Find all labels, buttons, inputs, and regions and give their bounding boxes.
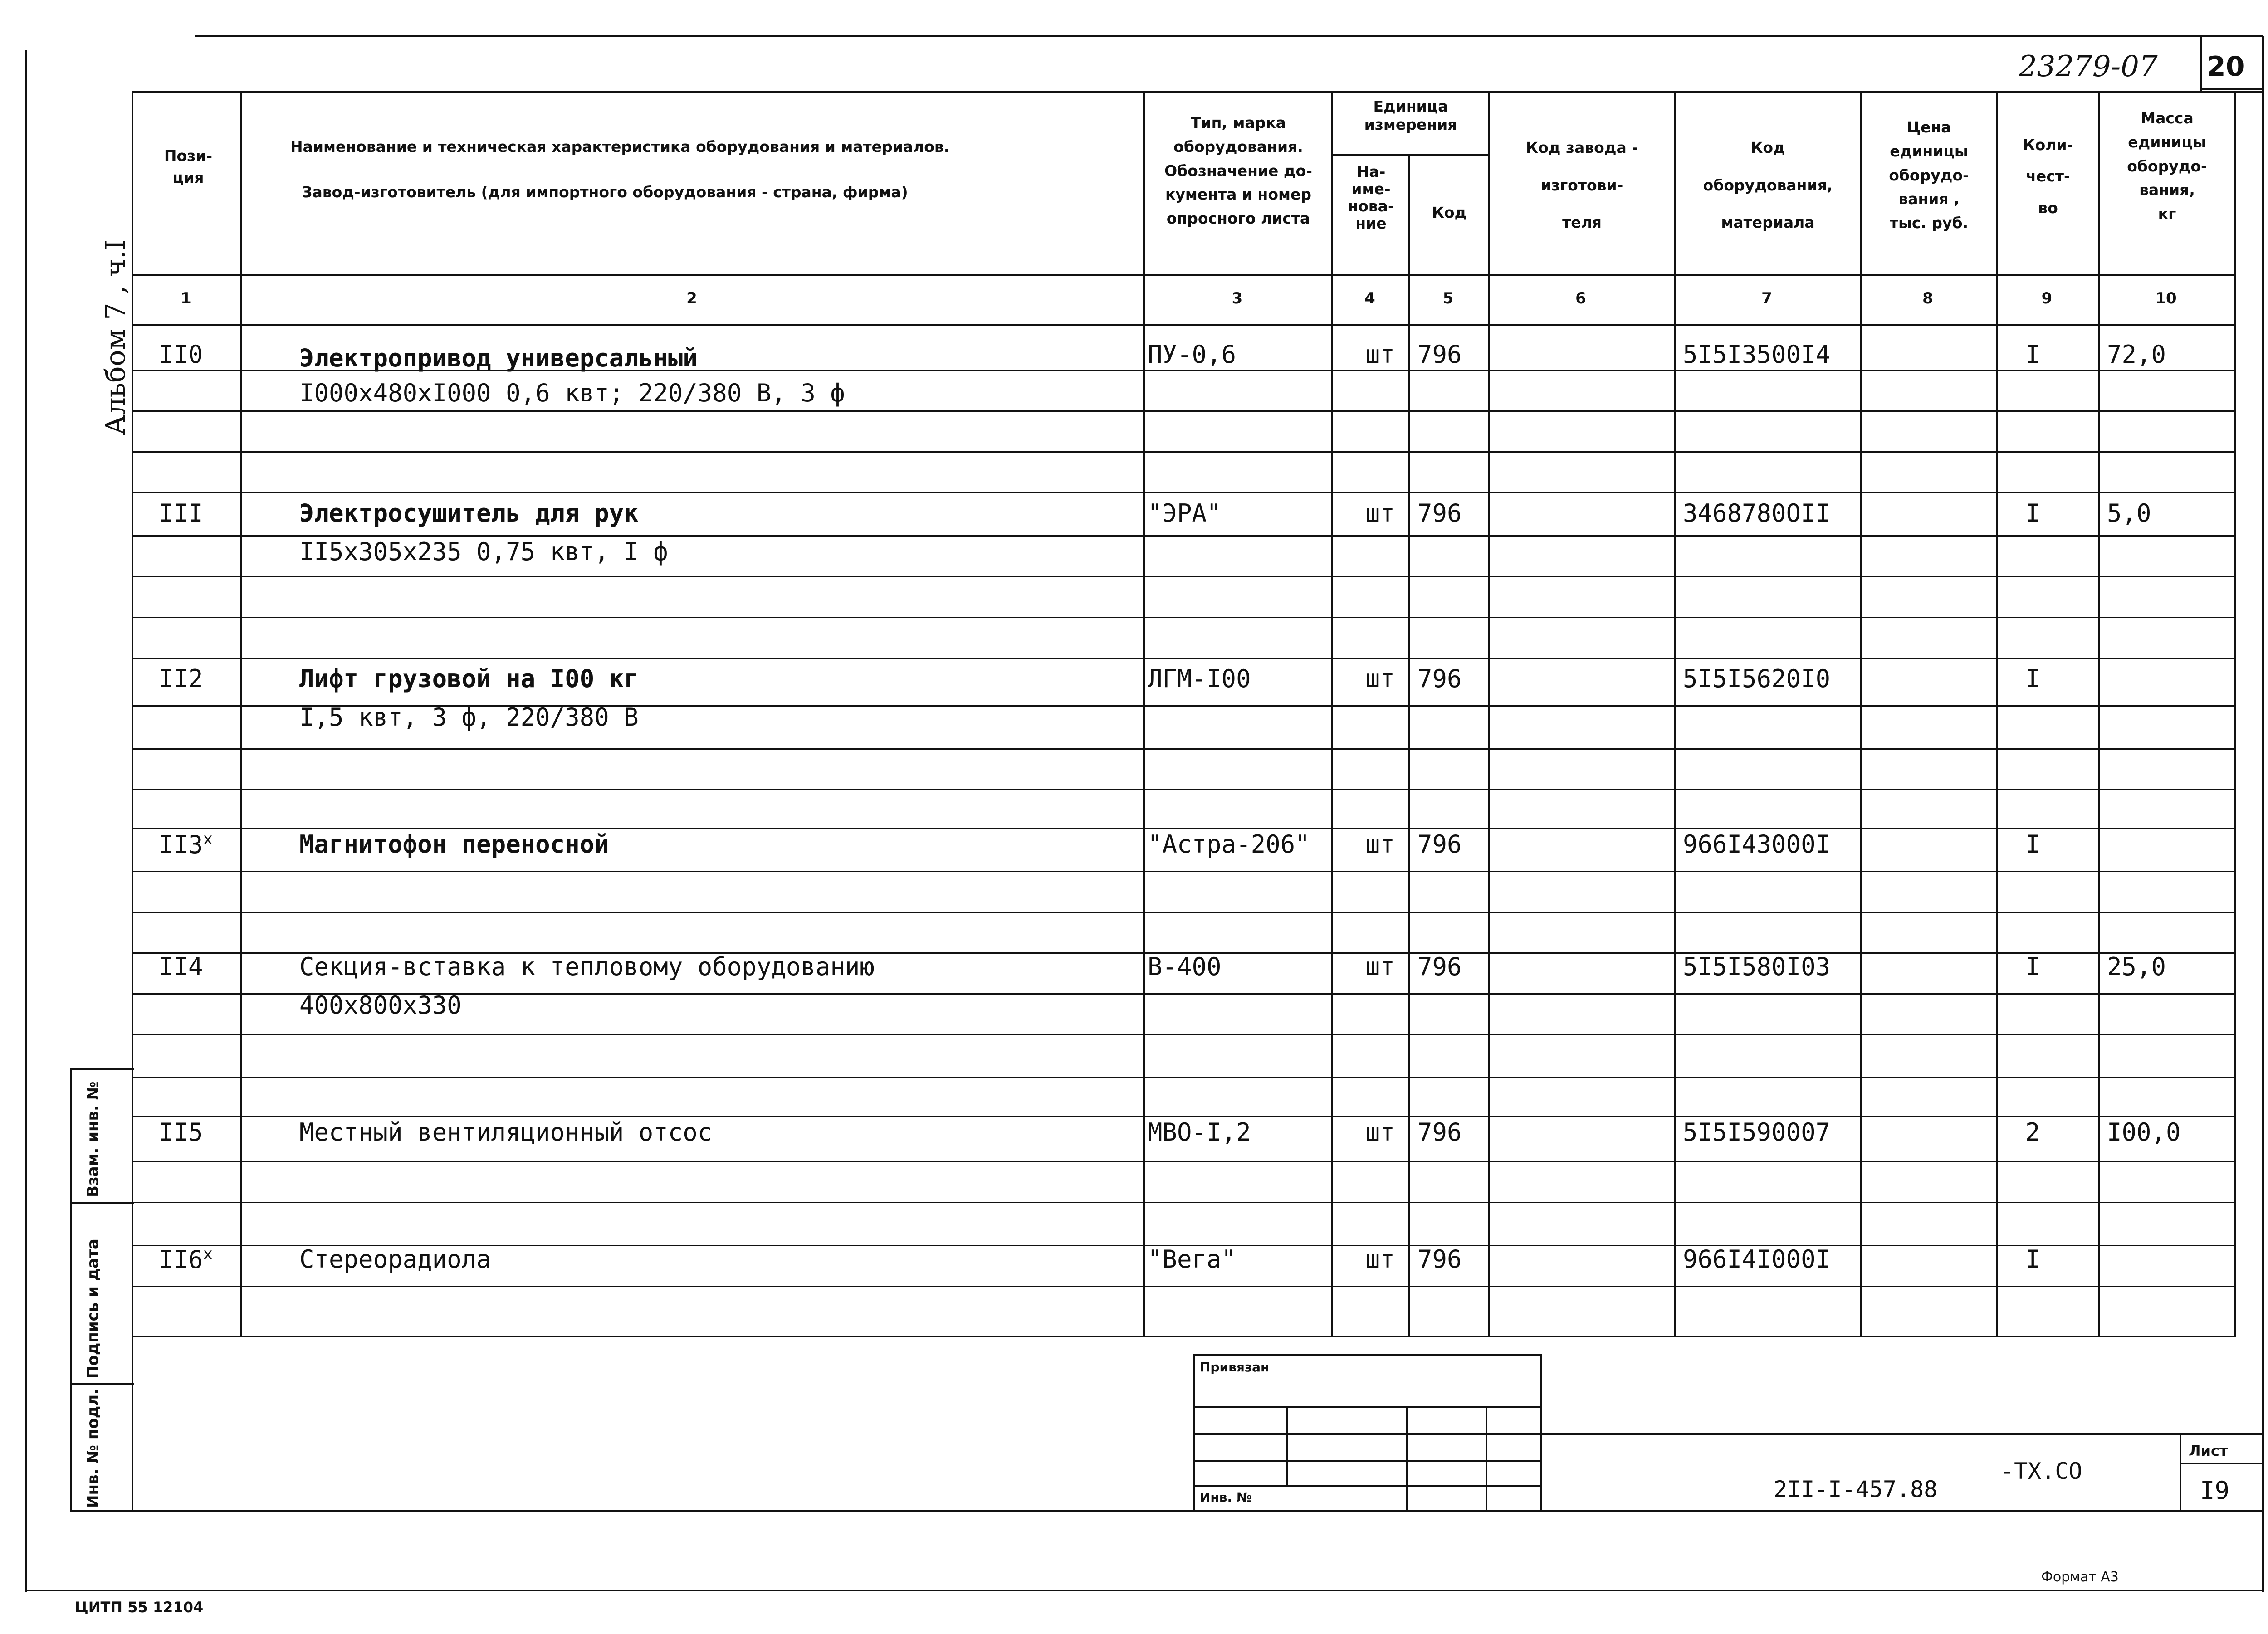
- item-position: III: [159, 499, 203, 527]
- frame-top: [195, 35, 2263, 37]
- row-rule: [132, 789, 2236, 790]
- item-type: "Вега": [1148, 1245, 1237, 1273]
- item-type: В-400: [1148, 952, 1222, 981]
- item-position: II6$^x$: [159, 1245, 213, 1274]
- item-position: II4: [159, 952, 203, 981]
- item-type: МВО-I,2: [1148, 1118, 1251, 1146]
- item-equipment-code: 3468780OII: [1683, 499, 1831, 527]
- col-num-7: 7: [1761, 289, 1772, 307]
- row-rule: [132, 1116, 2236, 1117]
- item-type: ЛГМ-I00: [1148, 664, 1251, 693]
- col-num-10: 10: [2155, 289, 2177, 307]
- row-rule: [132, 748, 2236, 750]
- col-num-6: 6: [1575, 289, 1586, 307]
- item-mass: I00,0: [2107, 1118, 2181, 1146]
- row-rule: [132, 658, 2236, 659]
- row-rule: [132, 535, 2236, 537]
- item-spec: II5x305x235 0,75 квт, I ф: [299, 537, 668, 566]
- item-equipment-code: 966I43000I: [1683, 830, 1831, 858]
- row-rule: [132, 576, 2236, 577]
- col-num-8: 8: [1922, 289, 1933, 307]
- item-position-mark: x: [203, 1245, 213, 1263]
- item-unit-code: 796: [1418, 1245, 1462, 1273]
- row-rule: [132, 912, 2236, 913]
- col-num-3: 3: [1232, 289, 1243, 307]
- side-label-vzam: Взам. инв. №: [84, 1081, 102, 1197]
- item-mass: 25,0: [2107, 952, 2166, 981]
- item-unit: шт: [1365, 1118, 1395, 1146]
- item-quantity: I: [2025, 664, 2040, 693]
- footer-left: ЦИТП 55 12104: [75, 1599, 204, 1616]
- row-rule: [132, 828, 2236, 829]
- item-quantity: I: [2025, 1245, 2040, 1273]
- header-price: Цена единицы оборудо- вания , тыс. руб.: [1889, 118, 1969, 232]
- header-name-line2: Завод-изготовитель (для импортного оборудования - страна, фирма): [302, 183, 908, 201]
- item-equipment-code: 966I4I000I: [1683, 1245, 1831, 1273]
- col-num-5: 5: [1442, 289, 1454, 307]
- stamp-inv-no: Инв. №: [1200, 1490, 1252, 1505]
- item-equipment-code: 5I5I590007: [1683, 1118, 1831, 1146]
- item-name: Секция-вставка к тепловому оборудованию: [299, 952, 875, 981]
- item-unit: шт: [1365, 340, 1395, 369]
- header-name-line1: Наименование и техническая характеристика оборудования и материалов.: [290, 138, 950, 156]
- item-unit-code: 796: [1418, 499, 1462, 527]
- item-unit-code: 796: [1418, 952, 1462, 981]
- item-unit-code: 796: [1418, 340, 1462, 369]
- item-position: II0: [159, 340, 203, 369]
- row-rule: [132, 492, 2236, 493]
- row-rule: [132, 617, 2236, 618]
- item-type: "ЭРА": [1148, 499, 1222, 527]
- item-type: ПУ-0,6: [1148, 340, 1237, 369]
- item-unit: шт: [1365, 830, 1395, 858]
- item-unit: шт: [1365, 664, 1395, 693]
- frame-bottom: [27, 1590, 2263, 1591]
- item-name: Электропривод универсальный: [299, 344, 698, 372]
- item-unit: шт: [1365, 1245, 1395, 1273]
- item-quantity: I: [2025, 499, 2040, 527]
- side-label-podpis: Подпись и дата: [84, 1239, 102, 1379]
- side-label-inv: Инв. № подл.: [84, 1388, 102, 1508]
- item-position: II2: [159, 664, 203, 693]
- album-label: Альбом 7 , ч.I: [100, 239, 132, 435]
- page-corner-number: 20: [2207, 51, 2245, 83]
- item-spec: I000x480xI000 0,6 квт; 220/380 В, 3 ф: [299, 379, 845, 407]
- item-quantity: 2: [2025, 1118, 2040, 1146]
- header-type: Тип, марка оборудования. Обозначение до- кумента и номер опросного листа: [1164, 114, 1312, 228]
- row-rule: [132, 410, 2236, 412]
- item-position-mark: x: [203, 830, 213, 849]
- stamp-privyazan: Привязан: [1200, 1360, 1270, 1375]
- item-equipment-code: 5I5I5620I0: [1683, 664, 1831, 693]
- frame-left: [25, 50, 27, 1592]
- item-type: "Астра-206": [1148, 830, 1310, 858]
- footer-right: Формат А3: [2041, 1569, 2119, 1585]
- header-pos: Пози- ция: [164, 147, 213, 186]
- header-equipment-code: Код оборудования, материала: [1703, 139, 1833, 231]
- row-rule: [132, 1077, 2236, 1078]
- item-position: II5: [159, 1118, 203, 1146]
- item-unit: шт: [1365, 952, 1395, 981]
- item-equipment-code: 5I5I3500I4: [1683, 340, 1831, 369]
- stamp-doc-code: 2II-I-457.88: [1774, 1476, 1938, 1502]
- item-mass: 5,0: [2107, 499, 2151, 527]
- col-num-9: 9: [2041, 289, 2053, 307]
- item-quantity: I: [2025, 952, 2040, 981]
- item-quantity: I: [2025, 830, 2040, 858]
- col-num-1: 1: [181, 289, 191, 307]
- row-rule: [132, 1034, 2236, 1035]
- item-unit-code: 796: [1418, 664, 1462, 693]
- item-unit-code: 796: [1418, 830, 1462, 858]
- item-unit-code: 796: [1418, 1118, 1462, 1146]
- stamp-doc-suffix: -ТХ.СО: [2000, 1458, 2082, 1484]
- col-num-2: 2: [686, 289, 697, 307]
- header-qty: Коли- чест- во: [2023, 136, 2073, 217]
- stamp-sheet-label: Лист: [2189, 1442, 2228, 1459]
- col-num-4: 4: [1364, 289, 1375, 307]
- row-rule: [132, 1161, 2236, 1162]
- row-rule: [132, 451, 2236, 453]
- item-name: Стереорадиола: [299, 1245, 491, 1273]
- item-spec: 400x800x330: [299, 991, 462, 1019]
- header-factory-code: Код завода - изготови- теля: [1526, 139, 1638, 231]
- header-unit-code: Код: [1432, 204, 1467, 221]
- item-name: Электросушитель для рук: [299, 499, 639, 527]
- item-unit: шт: [1365, 499, 1395, 527]
- header-unit-name: На- име- нова- ние: [1348, 163, 1394, 232]
- doc-number: 23279-07: [2019, 50, 2158, 83]
- item-name: Лифт грузовой на I00 кг: [299, 664, 639, 693]
- row-rule: [132, 871, 2236, 872]
- item-quantity: I: [2025, 340, 2040, 369]
- header-mass: Масса единицы оборудо- вания, кг: [2127, 109, 2207, 223]
- row-rule: [132, 1286, 2236, 1287]
- header-unit-group: Единица измерения: [1364, 98, 1457, 133]
- item-name: Местный вентиляционный отсос: [299, 1118, 713, 1146]
- item-equipment-code: 5I5I580I03: [1683, 952, 1831, 981]
- item-position: II3$^x$: [159, 830, 213, 859]
- row-rule: [132, 1202, 2236, 1203]
- item-mass: 72,0: [2107, 340, 2166, 369]
- item-spec: I,5 квт, 3 ф, 220/380 В: [299, 703, 639, 732]
- stamp-sheet-number: I9: [2200, 1476, 2230, 1505]
- item-name: Магнитофон переносной: [299, 830, 609, 858]
